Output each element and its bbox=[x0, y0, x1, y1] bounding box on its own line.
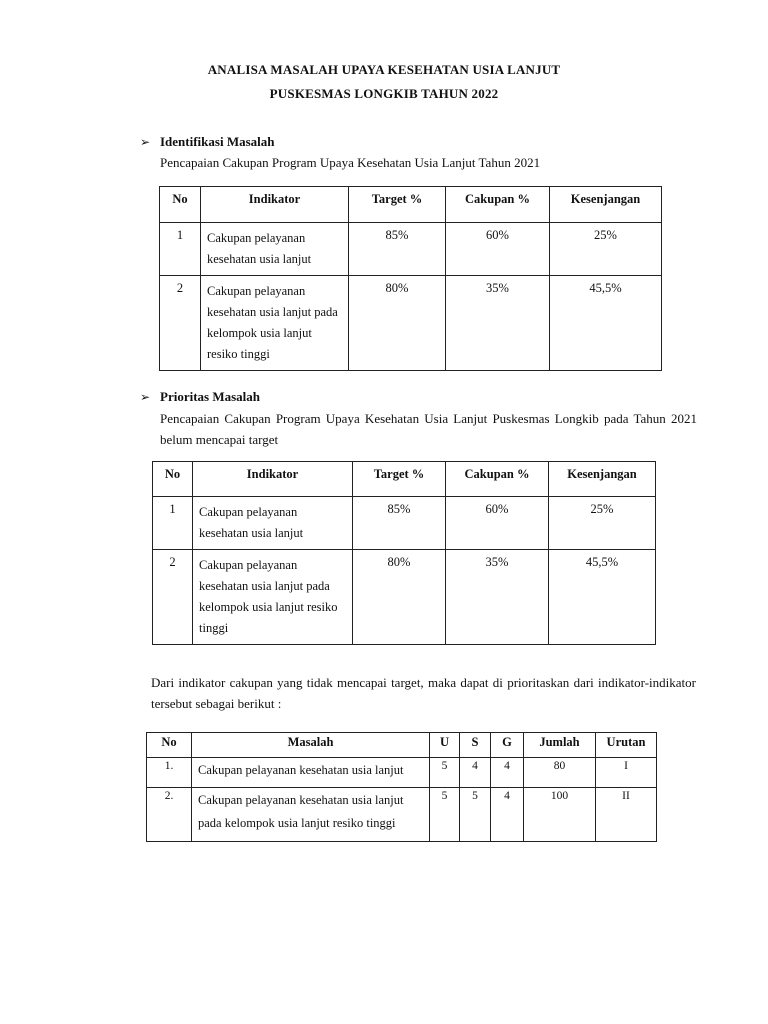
section-heading-identifikasi: Identifikasi Masalah bbox=[160, 134, 275, 149]
cell-cakupan: 60% bbox=[446, 223, 550, 276]
section-description-identifikasi: Pencapaian Cakupan Program Upaya Kesehatan Usia Lanjut Tahun 2021 bbox=[160, 155, 541, 170]
cell-no: 2 bbox=[153, 550, 193, 645]
cell-cakupan: 60% bbox=[446, 497, 549, 550]
cell-urutan: I bbox=[596, 758, 657, 788]
table-row bbox=[147, 788, 657, 842]
cell-u: 5 bbox=[430, 758, 460, 788]
table-identifikasi bbox=[159, 186, 662, 371]
document-subtitle: PUSKESMAS LONGKIB TAHUN 2022 bbox=[269, 86, 499, 101]
table-header-row bbox=[160, 187, 662, 223]
cell-g: 4 bbox=[491, 788, 524, 842]
cell-urutan: II bbox=[596, 788, 657, 842]
cell-jumlah: 80 bbox=[524, 758, 596, 788]
section-heading-prioritas: Prioritas Masalah bbox=[160, 389, 261, 404]
table-row bbox=[153, 550, 656, 645]
cell-target: 85% bbox=[349, 223, 446, 276]
cell-kesenjangan: 45,5% bbox=[549, 550, 656, 645]
table-usg bbox=[146, 732, 657, 842]
cell-no: 2 bbox=[160, 276, 201, 371]
cell-s: 5 bbox=[460, 788, 491, 842]
cell-indikator: Cakupan pelayanan kesehatan usia lanjut bbox=[201, 223, 349, 276]
header-target: Target % bbox=[349, 187, 446, 223]
header-indikator: Indikator bbox=[201, 187, 349, 223]
section-description-prioritas bbox=[160, 408, 697, 447]
header-cakupan: Cakupan % bbox=[446, 187, 550, 223]
header-u: U bbox=[430, 733, 460, 758]
cell-indikator: Cakupan pelayanan kesehatan usia lanjut bbox=[193, 497, 353, 550]
header-kesenjangan: Kesenjangan bbox=[550, 187, 662, 223]
cell-cakupan: 35% bbox=[446, 550, 549, 645]
header-cakupan: Cakupan % bbox=[446, 462, 549, 497]
cell-no: 2. bbox=[147, 788, 192, 842]
section-description-prioritas-text: Pencapaian Cakupan Program Upaya Kesehatan Usia Lanjut Puskesmas Longkib pada Tahun 2021 belum mencapai target bbox=[160, 411, 697, 447]
cell-s: 4 bbox=[460, 758, 491, 788]
header-indikator: Indikator bbox=[193, 462, 353, 497]
cell-target: 80% bbox=[349, 276, 446, 371]
header-jumlah: Jumlah bbox=[524, 733, 596, 758]
priority-paragraph: Dari indikator cakupan yang tidak mencapai target, maka dapat di prioritaskan dari indikator-indikator tersebut sebagai berikut : bbox=[151, 675, 696, 711]
cell-kesenjangan: 45,5% bbox=[550, 276, 662, 371]
header-g: G bbox=[491, 733, 524, 758]
cell-u: 5 bbox=[430, 788, 460, 842]
arrow-bullet-icon: ➢ bbox=[140, 135, 151, 149]
cell-no: 1 bbox=[160, 223, 201, 276]
cell-masalah: Cakupan pelayanan kesehatan usia lanjut pada kelompok usia lanjut resiko tinggi bbox=[192, 788, 430, 842]
cell-kesenjangan: 25% bbox=[550, 223, 662, 276]
header-masalah: Masalah bbox=[192, 733, 430, 758]
cell-cakupan: 35% bbox=[446, 276, 550, 371]
header-urutan: Urutan bbox=[596, 733, 657, 758]
table-prioritas bbox=[152, 461, 656, 645]
cell-target: 80% bbox=[353, 550, 446, 645]
header-no: No bbox=[147, 733, 192, 758]
header-kesenjangan: Kesenjangan bbox=[549, 462, 656, 497]
cell-masalah: Cakupan pelayanan kesehatan usia lanjut bbox=[192, 758, 430, 788]
table-row bbox=[147, 758, 657, 788]
cell-no: 1. bbox=[147, 758, 192, 788]
cell-g: 4 bbox=[491, 758, 524, 788]
header-s: S bbox=[460, 733, 491, 758]
header-target: Target % bbox=[353, 462, 446, 497]
cell-indikator: Cakupan pelayanan kesehatan usia lanjut pada kelompok usia lanjut resiko tinggi bbox=[201, 276, 349, 371]
header-no: No bbox=[153, 462, 193, 497]
cell-no: 1 bbox=[153, 497, 193, 550]
cell-jumlah: 100 bbox=[524, 788, 596, 842]
table-header-row bbox=[153, 462, 656, 497]
header-no: No bbox=[160, 187, 201, 223]
cell-indikator: Cakupan pelayanan kesehatan usia lanjut pada kelompok usia lanjut resiko tinggi bbox=[193, 550, 353, 645]
table-header-row bbox=[147, 733, 657, 758]
table-row bbox=[160, 223, 662, 276]
document-title: ANALISA MASALAH UPAYA KESEHATAN USIA LANJUT bbox=[207, 62, 561, 77]
cell-kesenjangan: 25% bbox=[549, 497, 656, 550]
cell-target: 85% bbox=[353, 497, 446, 550]
arrow-bullet-icon: ➢ bbox=[140, 390, 151, 404]
table-row bbox=[153, 497, 656, 550]
table-row bbox=[160, 276, 662, 371]
